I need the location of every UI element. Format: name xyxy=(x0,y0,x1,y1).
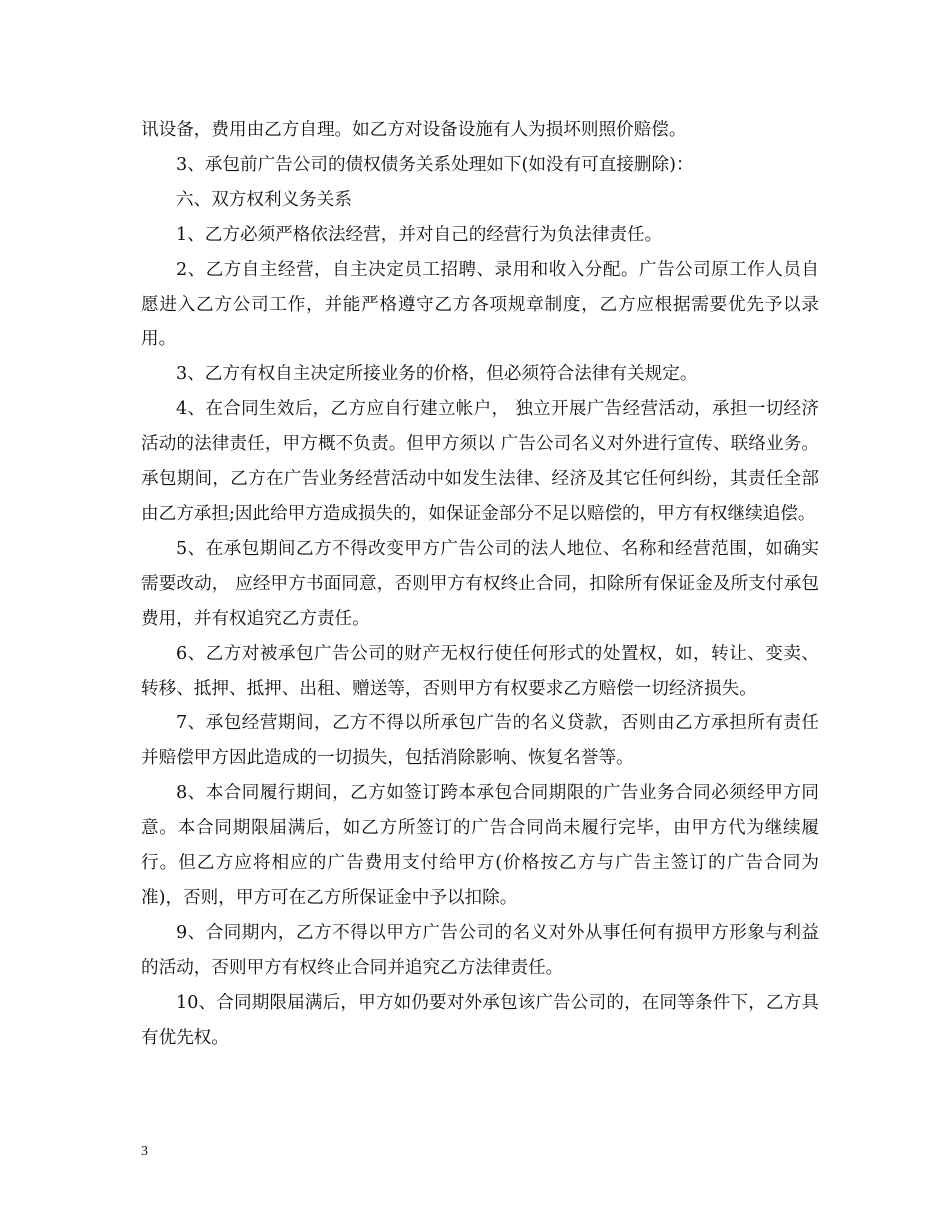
page-number: 3 xyxy=(141,1144,148,1159)
clause-9: 9、合同期内，乙方不得以甲方广告公司的名义对外从事任何有损甲方形象与利益的活动，否则甲方有权终止合同并追究乙方法律责任。 xyxy=(141,922,819,978)
clause-1: 1、乙方必须严格依法经营，并对自己的经营行为负法律责任。 xyxy=(176,224,663,245)
document-body xyxy=(141,113,819,1055)
clause-6: 6、乙方对被承包广告公司的财产无权行使任何形式的处置权，如，转让、变卖、转移、抵押、抵押、出租、赠送等，否则甲方有权要求乙方赔偿一切经济损失。 xyxy=(141,643,819,699)
clause-10: 10、合同期限届满后，甲方如仍要对外承包该广告公司的，在同等条件下，乙方具有优先权。 xyxy=(141,992,819,1048)
paragraph-debt-handling: 3、承包前广告公司的债权债务关系处理如下(如没有可直接删除)： xyxy=(176,154,694,175)
clause-5: 5、在承包期间乙方不得改变甲方广告公司的法人地位、名称和经营范围，如确实需要改动， 应经甲方书面同意，否则甲方有权终止合同，扣除所有保证金及所支付承包费用，并有权追究乙方责任。 xyxy=(141,538,819,629)
clause-7: 7、承包经营期间，乙方不得以所承包广告的名义贷款，否则由乙方承担所有责任并赔偿甲方因此造成的一切损失，包括消除影响、恢复名誉等。 xyxy=(141,713,819,769)
paragraph-continuation: 讯设备，费用由乙方自理。如乙方对设备设施有人为损坏则照价赔偿。 xyxy=(141,120,687,140)
clause-3: 3、乙方有权自主决定所接业务的价格，但必须符合法律有关规定。 xyxy=(176,364,698,385)
clause-2: 2、乙方自主经营，自主决定员工招聘、录用和收入分配。广告公司原工作人员自愿进入乙方公司工作，并能严格遵守乙方各项规章制度，乙方应根据需要优先予以录用。 xyxy=(141,259,819,350)
clause-4: 4、在合同生效后，乙方应自行建立帐户， 独立开展广告经营活动，承担一切经济活动的法律责任，甲方概不负责。但甲方须以 广告公司名义对外进行宣传、联络业务。承包期间，乙方在广告业务经营活动中如发生法律、经济及其它任何纠纷，其责任全部由乙方承担;因此给甲方造成损失的，如保证金部分不足以赔偿的，甲方有权继续追偿。 xyxy=(141,399,819,524)
section-heading-rights-obligations: 六、双方权利义务关系 xyxy=(176,189,352,210)
clause-8: 8、本合同履行期间，乙方如签订跨本承包合同期限的广告业务合同必须经甲方同意。本合同期限届满后，如乙方所签订的广告合同尚未履行完毕，由甲方代为继续履行。但乙方应将相应的广告费用支付给甲方(价格按乙方与广告主签订的广告合同为准)，否则，甲方可在乙方所保证金中予以扣除。 xyxy=(141,783,819,908)
